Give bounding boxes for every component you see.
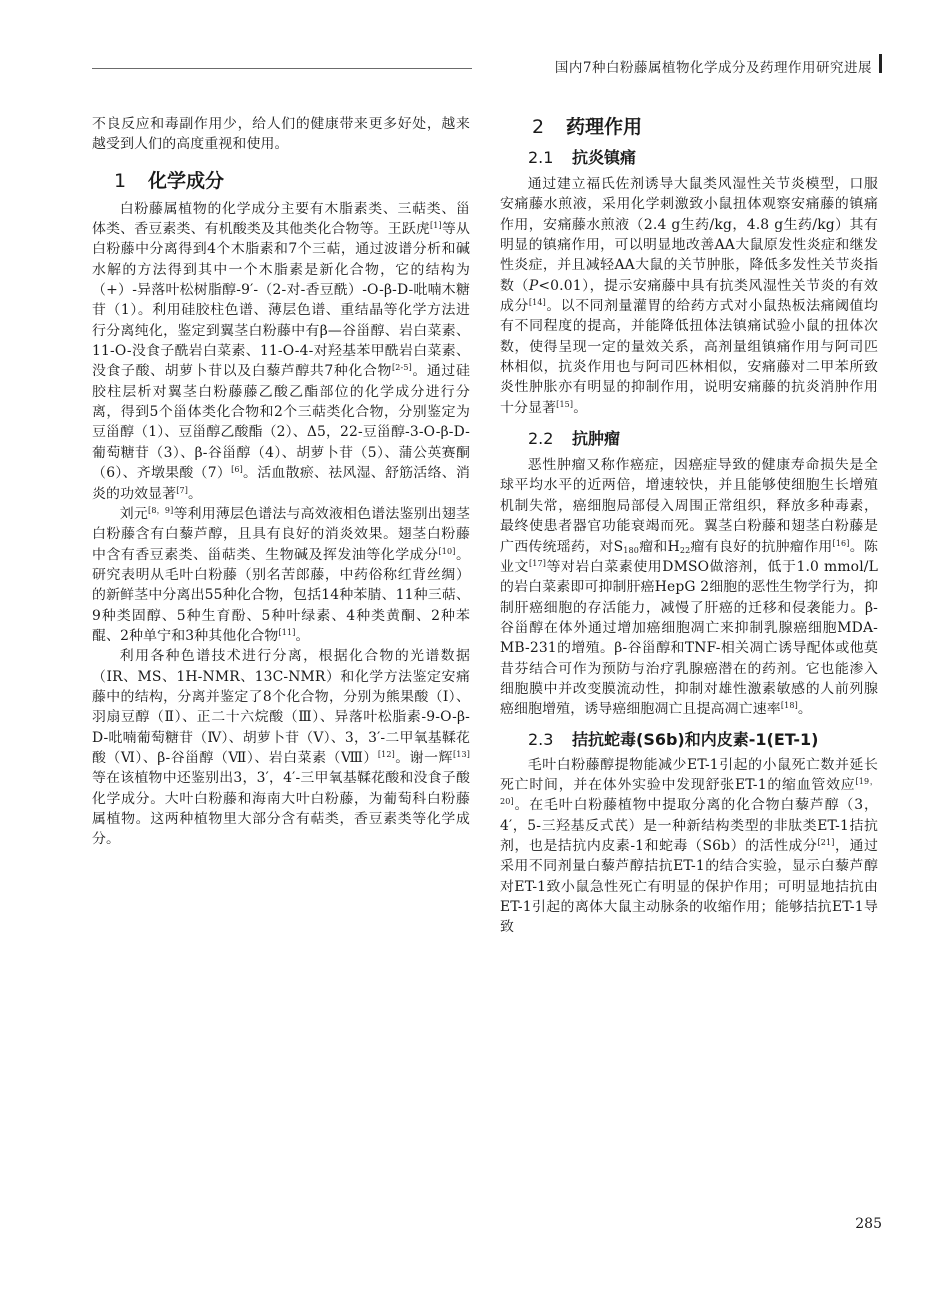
section-number: 1 <box>114 169 127 192</box>
running-title: 国内7种白粉藤属植物化学成分及药理作用研究进展 <box>554 60 872 76</box>
citation: [6] <box>231 465 243 475</box>
page-number: 285 <box>855 1216 882 1232</box>
citation: [10] <box>438 546 456 556</box>
citation: [12] <box>377 749 395 759</box>
paragraph-chemical-1: 白粉藤属植物的化学成分主要有木脂素类、三萜类、甾体类、香豆素类、有机酸类及其他类化合物等。王跃虎[1]等从白粉藤中分离得到4个木脂素和7个三萜，通过波谱分析和碱水解的方法得到其中一个木脂素是新化合物，它的结构为（+）-异落叶松树脂醇-9′-（2-对-香豆酰）-O-β-D-吡喃木糖苷（1）。利用硅胶柱色谱、薄层色谱、重结晶等化学方法进行分离纯化，鉴定到翼茎白粉藤中有β—谷甾醇、岩白菜素、11-O-没食子酰岩白菜素、11-O-4-对羟基苯甲酰岩白菜素、没食子酸、胡萝卜苷以及白藜芦醇共7种化合物[2-5]。通过硅胶柱层析对翼茎白粉藤藤乙酸乙酯部位的化学成分进行分离，得到5个甾体类化合物和2个三萜类化合物，分别鉴定为豆甾醇（1）、豆甾醇乙酸酯（2）、Δ5，22-豆甾醇-3-O-β-D-葡萄糖苷（3）、β-谷甾醇（4）、胡萝卜苷（5）、蒲公英赛酮（6）、齐墩果酸（7）[6]。活血散瘀、祛风湿、舒筋活络、消炎的功效显著[7]。 <box>92 200 470 502</box>
subsection-heading-2-3 <box>500 728 878 752</box>
subsection-heading-2-1 <box>500 146 878 170</box>
section-heading-1 <box>92 168 470 194</box>
section-title: 化学成分 <box>148 169 225 192</box>
paragraph-anti-inflammatory: 通过建立福氏佐剂诱导大鼠类风湿性关节炎模型，口服安痛藤水煎液，采用化学刺激致小鼠扭体观察安痛藤的镇痛作用，安痛藤水煎液（2.4 g生药/kg，4.8 g生药/kg）其有明显的镇痛作用，可以明显地改善AA大鼠原发性炎症和继发性炎症，并且减轻AA大鼠的关节肿胀，降低多发性关节炎指数（P<0.01），提示安痛藤中具有抗类风湿性关节炎的有效成分[14]。以不同剂量灌胃的给药方式对小鼠热板法痛阈值均有不同程度的提高，并能降低扭体法镇痛试验小鼠的扭体次数，使得呈现一定的量效关系，高剂量组镇痛作用与阿司匹林相似，抗炎作用也与阿司匹林相似，安痛藤对二甲苯所致炎性肿胀亦有明显的抑制作用，说明安痛藤的抗炎消肿作用十分显著[15]。 <box>500 176 879 416</box>
paragraph-continuation: 不良反应和毒副作用少，给人们的健康带来更多好处，越来越受到人们的高度重视和使用。 <box>92 116 470 153</box>
citation: [14] <box>528 298 546 308</box>
subsection-heading-2-2 <box>500 427 878 451</box>
subsection-number: 2.1 <box>528 148 554 167</box>
paragraph-chemical-2: 刘元[8，9]等利用薄层色谱法与高效液相色谱法鉴别出翅茎白粉藤含有白藜芦醇，且具有良好的消炎效果。翅茎白粉藤中含有香豆素类、甾萜类、生物碱及挥发油等化学成分[10]。研究表明从毛叶白粉藤（别名苦郎藤，中药俗称红背丝绸）的新鲜茎中分离出55种化合物，包括14种苯腈、11种三萜、9种类固醇、5种生育酚、5种叶绿素、4种类黄酮、2种苯醌、2种单宁和3种其他化合物[11]。 <box>92 505 471 644</box>
citation: [1] <box>430 221 442 231</box>
section-number: 2 <box>532 116 545 138</box>
paragraph-chemical-3: 利用各种色谱技术进行分离，根据化合物的光谱数据（IR、MS、1H-NMR、13C-NMR）和化学方法鉴定安痛藤中的结构，分离并鉴定了8个化合物，分别为熊果酸（Ⅰ）、羽扇豆醇（Ⅱ）、正二十六烷酸（Ⅲ）、异落叶松脂素-9-O-β-D-吡喃葡萄糖苷（Ⅳ）、胡萝卜苷（Ⅴ）、3，3′-二甲氧基鞣花酸（Ⅵ）、β-谷甾醇（Ⅶ）、岩白菜素（Ⅷ）[12]。谢一辉[13]等在该植物中还鉴别出3，3′，4′-三甲氧基鞣花酸和没食子酸化学成分。大叶白粉藤和海南大叶白粉藤，为葡萄科白粉藤属植物。这两种植物里大部分含有萜类，香豆素类等化学成分。 <box>92 648 470 848</box>
subsection-number: 2.2 <box>528 429 554 449</box>
subsection-number: 2.3 <box>528 729 554 749</box>
subsection-title: 拮抗蛇毒(S6b)和内皮素-1(ET-1) <box>572 729 819 749</box>
paragraph-anti-tumor: 恶性肿瘤又称作癌症，因癌症导致的健康寿命损失是全球平均水平的近两倍，增速较快，并且能够使细胞生长增殖机制失常，癌细胞局部侵入周围正常组织，释放多种毒素，最终使患者器官功能衰竭而死。翼茎白粉藤和翅茎白粉藤是广西传统瑶药，对$S_{180}$瘤和$H_{22}$瘤有良好的抗肿瘤作用[16]。陈业文[17]等对岩白菜素使用DMSO做溶剂，低于1.0 mmol/L的岩白菜素即可抑制肝癌HepG 2细胞的恶性生物学行为，抑制肝癌细胞的存活能力，减慢了肝癌的迁移和侵袭能力。β-谷甾醇在体外通过增加癌细胞凋亡来抑制乳腺癌细胞MDA-MB-231的增殖。β-谷甾醇和TNF-相关凋亡诱导配体或他莫昔芬结合可作为预防与治疗乳腺癌潜在的药剂。它也能渗入细胞膜中并改变膜流动性，抑制对雄性激素敏感的人前列腺癌细胞增殖，诱导癌细胞凋亡且提高凋亡速率[18]。 <box>500 457 878 718</box>
header-rule <box>92 68 472 69</box>
citation: [17] <box>528 558 546 568</box>
citation: [11] <box>278 627 296 637</box>
citation: [8，9] <box>148 505 174 515</box>
section-heading-2 <box>500 114 878 140</box>
left-column <box>92 114 470 850</box>
citation: [19，20] <box>500 776 878 807</box>
paragraph-anti-venom: 毛叶白粉藤醇提物能减少ET-1引起的小鼠死亡数并延长死亡时间，并在体外实验中发现舒张ET-1的缩血管效应[19，20]。在毛叶白粉藤植物中提取分离的化合物白藜芦醇（3，4′，5-三羟基反式芪）是一种新结构类型的非肽类ET-1拮抗剂，也是拮抗内皮素-1和蛇毒（S6b）的活性成分[21]，通过采用不同剂量白藜芦醇拮抗ET-1的结合实验，显示白藜芦醇对ET-1致小鼠急性死亡有明显的保护作用；可明显地拮抗由ET-1引起的离体大鼠主动脉条的收缩作用；能够拮抗ET-1导致 <box>500 756 878 936</box>
citation: [7] <box>176 485 189 495</box>
citation: [16] <box>832 538 850 548</box>
section-title: 药理作用 <box>566 116 643 138</box>
citation: [18] <box>780 701 798 711</box>
citation: [13] <box>452 749 470 759</box>
citation: [2-5] <box>392 363 412 373</box>
subsection-title: 抗炎镇痛 <box>572 148 637 167</box>
right-column <box>500 114 878 938</box>
citation: [15] <box>556 399 574 409</box>
header-bar <box>879 54 882 73</box>
citation: [21] <box>817 837 835 847</box>
subsection-title: 抗肿瘤 <box>572 429 621 449</box>
